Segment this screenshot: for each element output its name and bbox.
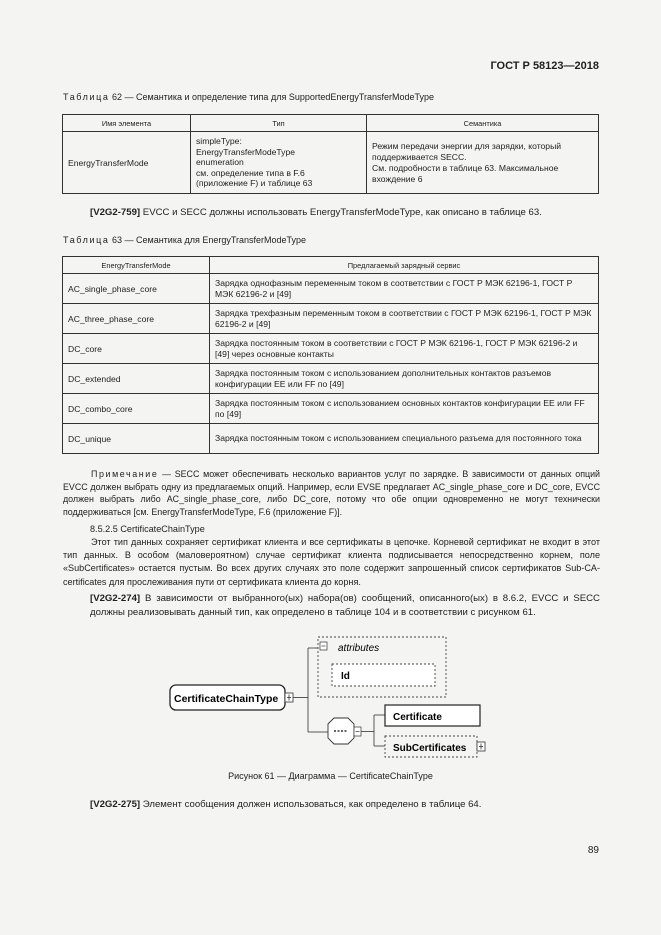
semantics-line: вхождение 6 [372, 173, 423, 184]
type-line: EnergyTransferModeType [196, 146, 296, 157]
requirement-id: [V2G2-275] [90, 799, 141, 810]
service-cell: Зарядка постоянным током с использованием специального разъема для постоянного тока [210, 424, 599, 454]
service-cell: Зарядка постоянным током с использованием дополнительных контактов разъемов конфигурации EE или FF по [49] [210, 364, 599, 394]
section-paragraph: Этот тип данных сохраняет сертификат клиента и все сертификаты в цепочке. Корневой сертификат не входит в этот тип данных. В особом (маловероятном) случае сертификат клиента подписывается непосредственно корнем, поле «SubCertificates» остается пустым. Во всех других случаях это поле содержит запрошенный список сертификатов Sub-CA-certificates для прослеживания пути от сертификата клиента до корня. [63, 537, 600, 587]
requirement-id: [V2G2-274] [90, 593, 141, 604]
mode-cell: DC_core [63, 334, 210, 364]
requirement-text: EVCC и SECC должны использовать EnergyTransferModeType, как описано в таблице 63. [140, 207, 542, 218]
table-62-caption-word: Таблица [63, 92, 110, 102]
table-row [63, 304, 599, 334]
service-cell: Зарядка постоянным током с использованием основных контактов конфигурации EE или FF по [49] [210, 394, 599, 424]
type-line: enumeration [196, 157, 244, 168]
id-attribute-label: Id [341, 671, 350, 682]
requirement-id: [V2G2-759] [90, 207, 141, 218]
requirement-759 [90, 207, 610, 218]
note-label: Примечание [91, 469, 159, 479]
semantics-cell [367, 132, 599, 194]
table-63 [62, 256, 599, 454]
requirement-274 [90, 592, 600, 619]
service-cell: Зарядка однофазным переменным током в соответствии с ГОСТ Р МЭК 62196-1, ГОСТ Р МЭК 62196-2 и [49] [210, 274, 599, 304]
type-line: (приложение F) и таблице 63 [196, 178, 313, 189]
service-cell: Зарядка трехфазным переменным током в соответствии с ГОСТ Р МЭК 62196-1, ГОСТ Р МЭК 62196-2 и [49] [210, 304, 599, 334]
section-heading: 8.5.2.5 CertificateChainType [90, 524, 205, 534]
table-row [63, 132, 599, 194]
table-header-row [63, 115, 599, 132]
subcertificates-element-label: SubCertificates [393, 743, 467, 754]
table-row [63, 364, 599, 394]
root-element-label: CertificateChainType [174, 693, 279, 705]
table-header-cell: EnergyTransferMode [63, 257, 210, 274]
type-line: см. определение типа в F.6 [196, 167, 305, 178]
table-header-cell: Имя элемента [63, 115, 191, 132]
semantics-line: Режим передачи энергии для зарядки, который [372, 140, 562, 151]
table-row [63, 334, 599, 364]
table-header-cell: Семантика [367, 115, 599, 132]
table-62-caption-text: 62 — Семантика и определение типа для SupportedEnergyTransferModeType [109, 92, 435, 102]
certificate-chain-diagram [160, 632, 490, 764]
table-header-cell: Предлагаемый зарядный сервис [210, 257, 599, 274]
element-name-cell: EnergyTransferMode [63, 132, 191, 194]
page-number: 89 [587, 845, 599, 856]
table-row [63, 274, 599, 304]
mode-cell: DC_unique [63, 424, 210, 454]
semantics-line: См. подробности в таблице 63. Максимальное [372, 162, 559, 173]
note [63, 468, 600, 518]
figure-caption: Рисунок 61 — Диаграмма — CertificateChainType [228, 771, 433, 781]
mode-cell: DC_extended [63, 364, 210, 394]
mode-cell: AC_three_phase_core [63, 304, 210, 334]
mode-cell: AC_single_phase_core [63, 274, 210, 304]
service-cell: Зарядка постоянным током в соответствии с ГОСТ Р МЭК 62196-1, ГОСТ Р МЭК 62196-2 и [49] через основные контакты [210, 334, 599, 364]
type-line: simpleType: [196, 136, 242, 147]
document-code: ГОСТ Р 58123—2018 [490, 60, 599, 72]
table-row [63, 424, 599, 454]
note-text: — SECC может обеспечивать несколько вариантов услуг по зарядке. В зависимости от данных опций EVCC должен выбрать одну из предлагаемых опций. Например, если EVSE предлагает AC_single_phase_core и DC_core, EVCC должен выбрать либо AC_single_phase_core, либо DC_core, потому что обе опции одновременно не могут технически поддерживаться [см. EnergyTransferModeType, F.6 (приложение F)]. [63, 469, 600, 517]
type-cell [191, 132, 367, 194]
table-63-caption-word: Таблица [63, 235, 110, 245]
attributes-label: attributes [338, 643, 380, 654]
table-63-caption-text: 63 — Семантика для EnergyTransferModeType [109, 235, 307, 245]
table-63-caption [63, 235, 306, 245]
requirement-275 [90, 799, 481, 810]
certificate-element-label: Certificate [393, 712, 442, 723]
table-header-cell: Тип [191, 115, 367, 132]
mode-cell: DC_combo_core [63, 394, 210, 424]
table-62-caption [63, 92, 434, 102]
requirement-text: В зависимости от выбранного(ых) набора(ов) сообщений, описанного(ых) в 8.6.2, EVCC и SECC должны реализовывать данный тип, как определено в таблице 104 и в соответствии с рисунком 61. [90, 593, 600, 618]
requirement-text: Элемент сообщения должен использоваться, как определено в таблице 64. [140, 799, 482, 810]
table-row [63, 394, 599, 424]
semantics-line: поддерживается SECC. [372, 151, 467, 162]
table-header-row [63, 257, 599, 274]
table-62 [62, 114, 599, 194]
